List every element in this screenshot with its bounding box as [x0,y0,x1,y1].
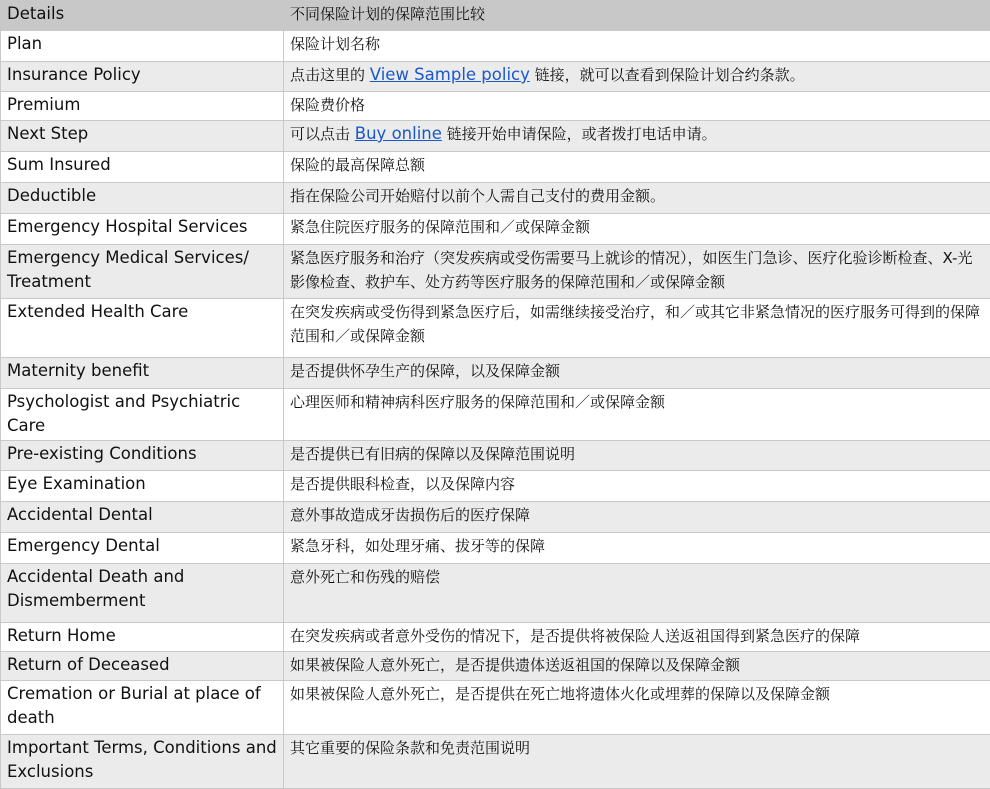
row-description: 意外事故造成牙齿损伤后的医疗保障 [284,502,990,533]
table-header-row [1,1,990,31]
row-label: Sum Insured [1,152,284,183]
row-label: Accidental Death and Dismemberment [1,564,284,623]
row-description [284,62,990,92]
row-label: Psychologist and Psychiatric Care [1,389,284,441]
row-label: Important Terms, Conditions and Exclusions [1,735,284,789]
row-label: Insurance Policy [1,62,284,92]
table-row [1,441,990,471]
table-row [1,623,990,652]
row-label: Deductible [1,183,284,214]
row-label: Return Home [1,623,284,652]
view-sample-policy-link[interactable]: View Sample policy [370,65,530,84]
table-row [1,533,990,564]
table-row [1,564,990,623]
table-row [1,299,990,358]
buy-online-link[interactable]: Buy online [355,124,442,143]
table-row [1,245,990,299]
table-row [1,62,990,92]
row-description: 如果被保险人意外死亡，是否提供遗体送返祖国的保障以及保障金额 [284,652,990,681]
row-description: 如果被保险人意外死亡，是否提供在死亡地将遗体火化或埋葬的保障以及保障金额 [284,681,990,735]
row-description: 保险计划名称 [284,31,990,62]
desc-text-before: 点击这里的 [290,66,370,84]
row-description: 紧急牙科，如处理牙痛、拔牙等的保障 [284,533,990,564]
row-description: 心理医师和精神病科医疗服务的保障范围和／或保障金额 [284,389,990,441]
table-row [1,31,990,62]
desc-text-after: 链接，就可以查看到保险计划合约条款。 [530,66,805,84]
table-row [1,389,990,441]
row-label: Accidental Dental [1,502,284,533]
row-description: 紧急医疗服务和治疗（突发疾病或受伤需要马上就诊的情况），如医生门急诊、医疗化验诊断检查、X-光影像检查、救护车、处方药等医疗服务的保障范围和／或保障金额 [284,245,990,299]
row-description: 是否提供眼科检查，以及保障内容 [284,471,990,502]
row-label: Emergency Dental [1,533,284,564]
row-label: Cremation or Burial at place of death [1,681,284,735]
row-description: 紧急住院医疗服务的保障范围和／或保障金额 [284,214,990,245]
row-description: 在突发疾病或受伤得到紧急医疗后，如需继续接受治疗，和／或其它非紧急情况的医疗服务可得到的保障范围和／或保障金额 [284,299,990,358]
table-row [1,152,990,183]
table-row [1,735,990,789]
row-label: Maternity benefit [1,358,284,389]
row-description: 保险的最高保障总额 [284,152,990,183]
table-row [1,681,990,735]
row-description: 其它重要的保险条款和免责范围说明 [284,735,990,789]
table-row [1,92,990,121]
table-row [1,121,990,152]
desc-text-before: 可以点击 [290,125,355,143]
row-description: 是否提供已有旧病的保障以及保障范围说明 [284,441,990,471]
desc-text-after: 链接开始申请保险，或者拨打电话申请。 [442,125,717,143]
row-label: Next Step [1,121,284,152]
row-description [284,121,990,152]
row-description: 意外死亡和伤残的赔偿 [284,564,990,623]
row-label: Eye Examination [1,471,284,502]
table-row [1,652,990,681]
row-label: Extended Health Care [1,299,284,358]
row-label: Plan [1,31,284,62]
header-details: Details [1,1,284,31]
table-row [1,471,990,502]
row-label: Premium [1,92,284,121]
table-row [1,183,990,214]
table-row [1,214,990,245]
row-description: 指在保险公司开始赔付以前个人需自己支付的费用金额。 [284,183,990,214]
row-label: Return of Deceased [1,652,284,681]
table-row [1,502,990,533]
row-description: 保险费价格 [284,92,990,121]
row-description: 在突发疾病或者意外受伤的情况下，是否提供将被保险人送返祖国得到紧急医疗的保障 [284,623,990,652]
row-label: Emergency Medical Services/ Treatment [1,245,284,299]
row-label: Pre-existing Conditions [1,441,284,471]
row-description: 是否提供怀孕生产的保障，以及保障金额 [284,358,990,389]
table-row [1,358,990,389]
header-description: 不同保险计划的保障范围比较 [284,1,990,31]
row-label: Emergency Hospital Services [1,214,284,245]
